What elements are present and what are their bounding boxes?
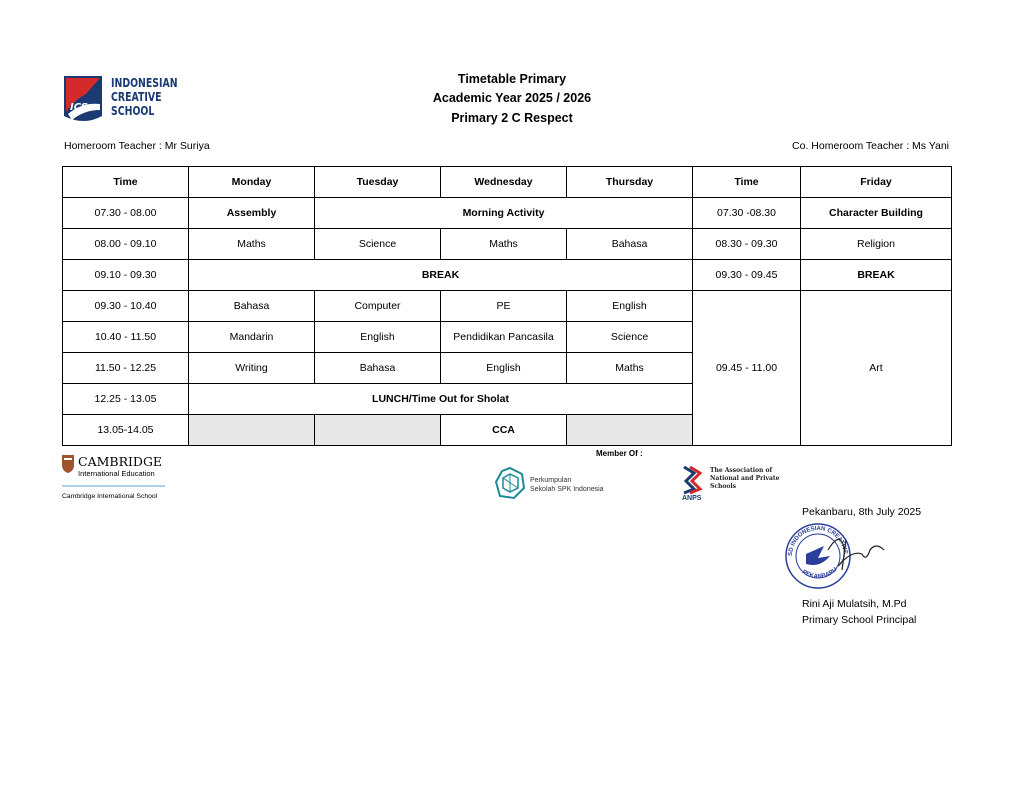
cambridge-name: CAMBRIDGE [78,454,163,469]
time-cell: 09.10 - 09.30 [63,260,189,291]
cambridge-sub: International Education [78,469,155,478]
header-cell: Monday [189,167,315,198]
timetable [62,166,952,446]
anps-abbr: ANPS [682,495,702,501]
lesson-cell: Computer [315,291,441,322]
friday-lesson-cell: Art [801,291,952,446]
anps-line-2: National and Private [710,475,780,482]
logo-line-2: CREATIVE [111,90,162,104]
cambridge-shield-icon [62,455,74,473]
break-cell: BREAK [189,260,693,291]
lesson-cell: Bahasa [315,353,441,384]
table-row [63,198,952,229]
lesson-cell: PE [441,291,567,322]
place-date: Pekanbaru, 8th July 2025 [802,506,922,518]
time-cell: 13.05-14.05 [63,415,189,446]
friday-time-cell: 07.30 -08.30 [693,198,801,229]
header-cell: Time [63,167,189,198]
friday-lesson-cell: Religion [801,229,952,260]
co-homeroom-teacher: Co. Homeroom Teacher : Ms Yani [792,140,949,152]
header-cell: Friday [801,167,952,198]
page-title: Timetable Primary [457,72,567,86]
empty-cell [189,415,315,446]
friday-time-cell: 09.30 - 09.45 [693,260,801,291]
lesson-cell: English [567,291,693,322]
time-cell: 08.00 - 09.10 [63,229,189,260]
logo-line-3: SCHOOL [111,104,155,118]
friday-time-cell: 09.45 - 11.00 [693,291,801,446]
friday-lesson-cell: Character Building [801,198,952,229]
header-cell: Time [693,167,801,198]
cambridge-school: Cambridge International School [62,493,158,500]
lesson-cell: Bahasa [567,229,693,260]
time-cell: 09.30 - 10.40 [63,291,189,322]
lesson-cell: Science [315,229,441,260]
lesson-cell: English [441,353,567,384]
member-of-label: Member Of : [596,449,643,458]
homeroom-teacher: Homeroom Teacher : Mr Suriya [64,140,210,152]
spk-line-2: Sekolah SPK Indonesia [530,486,604,493]
lunch-cell: LUNCH/Time Out for Sholat [189,384,693,415]
logo-line-1: INDONESIAN [111,76,178,90]
lesson-cell: Bahasa [189,291,315,322]
header-cell: Wednesday [441,167,567,198]
anps-line-3: Schools [710,483,737,490]
header-cell: Tuesday [315,167,441,198]
lesson-cell: Mandarin [189,322,315,353]
spk-line-1: Perkumpulan [530,477,572,484]
table-header-row [63,167,952,198]
principal-role: Primary School Principal [802,614,917,626]
anps-logo [680,463,780,501]
lesson-cell: Science [567,322,693,353]
empty-cell [567,415,693,446]
lesson-cell: Assembly [189,198,315,229]
lesson-cell: Pendidikan Pancasila [441,322,567,353]
header-cell: Thursday [567,167,693,198]
lesson-cell: Writing [189,353,315,384]
school-stamp [784,520,894,592]
principal-name: Rini Aji Mulatsih, M.Pd [802,598,907,610]
logo-monogram: ICS [70,102,88,113]
time-cell: 07.30 - 08.00 [63,198,189,229]
cambridge-logo [60,453,175,503]
lesson-cell: English [315,322,441,353]
time-cell: 12.25 - 13.05 [63,384,189,415]
stamp-bottom-text: PEKANBARU [800,566,839,581]
svg-text:PEKANBARU [801,567,839,580]
table-row [63,229,952,260]
friday-break-cell: BREAK [801,260,952,291]
table-row [63,291,952,322]
lesson-cell: Maths [441,229,567,260]
spk-logo [494,466,614,502]
lesson-cell: CCA [441,415,567,446]
table-row [63,260,952,291]
anps-line-1: The Association of [710,467,773,474]
stamp-top-text: SD INDONESIAN CREATIVE [787,525,848,557]
time-cell: 10.40 - 11.50 [63,322,189,353]
lesson-cell: Morning Activity [315,198,693,229]
stamp-emblem-icon [806,546,830,565]
time-cell: 11.50 - 12.25 [63,353,189,384]
empty-cell [315,415,441,446]
lesson-cell: Maths [189,229,315,260]
lesson-cell: Maths [567,353,693,384]
friday-time-cell: 08.30 - 09.30 [693,229,801,260]
class-name: Primary 2 C Respect [451,111,573,125]
academic-year: Academic Year 2025 / 2026 [432,91,592,105]
